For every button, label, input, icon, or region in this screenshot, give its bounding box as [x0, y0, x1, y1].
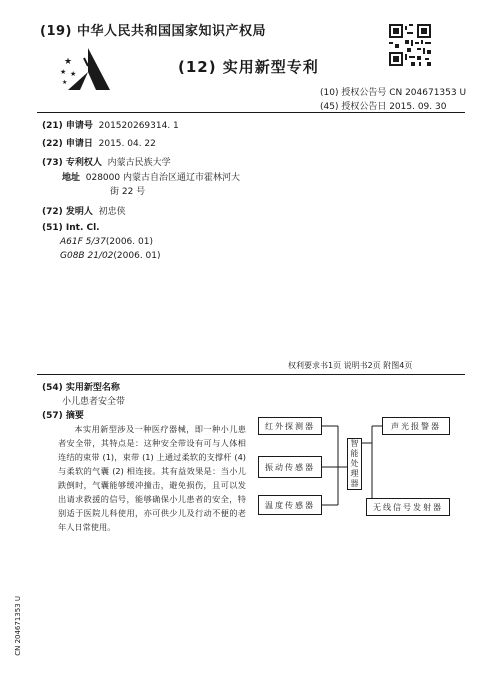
publication-number: (10) 授权公告号 CN 204671353 U [320, 88, 467, 98]
publication-date: (45) 授权公告日 2015. 09. 30 [320, 102, 447, 112]
application-number-label: (21) 申请号 [42, 121, 93, 131]
application-number-value: 201520269314. 1 [98, 121, 179, 131]
owner-address-line2: 街 22 号 [110, 187, 146, 197]
owner-address-label: 地址 [62, 173, 81, 183]
application-date-value: 2015. 04. 22 [98, 139, 156, 149]
owner-address-line1: 028000 内蒙古自治区通辽市霍林河大 [85, 173, 240, 183]
page-counts: 权利要求书1页 说明书2页 附图4页 [288, 361, 413, 370]
office-name: (19) 中华人民共和国国家知识产权局 [40, 24, 266, 39]
utility-model-title: 小儿患者安全带 [62, 397, 126, 407]
wireless-transmitter-box: 无线信号发射器 [366, 498, 450, 516]
int-cl-label: (51) Int. Cl. [42, 223, 100, 233]
smart-processor-box [347, 438, 362, 490]
patent-owner-label: (73) 专利权人 [42, 158, 102, 168]
smart-processor-label: 智能处理器 [350, 439, 359, 489]
temperature-sensor-box: 温度传感器 [258, 495, 322, 515]
utility-model-title-label: (54) 实用新型名称 [42, 383, 120, 393]
ipc-class-2: G08B 21/02 [60, 251, 114, 261]
infrared-detector-box: 红外探测器 [258, 417, 322, 435]
svg-text:★: ★ [64, 57, 73, 67]
ipc-year-2: (2006. 01) [113, 251, 161, 261]
inventor-value: 初忠侠 [98, 207, 126, 217]
abstract-text: 本实用新型涉及一种医疗器械，即一种小儿患者安全带，其特点是：这种安全带设有可与人体相连结的束带 (1)，束带 (1) 上通过柔软的支撑杆 (4) 与柔软的气囊 (2) 相连接。其有益效果是：当小儿跌倒时，气囊能够缓冲撞击，避免损伤，且可以发出请求救援的信号，能够确保小儿患者的安全，特别适于医院儿科使用，亦可供少儿及行动不便的老年人日常使用。 [58, 424, 246, 532]
vibration-sensor-box: 振动传感器 [258, 456, 322, 478]
document-type: (12) 实用新型专利 [178, 58, 319, 76]
ipc-class-1: A61F 5/37 [60, 237, 106, 247]
abstract-label: (57) 摘要 [42, 411, 84, 421]
svg-text:★: ★ [60, 68, 67, 76]
inventor-label: (72) 发明人 [42, 207, 93, 217]
ipc-year-1: (2006. 01) [105, 237, 153, 247]
svg-text:★: ★ [62, 79, 68, 86]
side-publication-number: CN 204671353 U [14, 596, 22, 656]
application-date-label: (22) 申请日 [42, 139, 93, 149]
alarm-box: 声光报警器 [382, 417, 450, 435]
svg-text:★: ★ [70, 70, 77, 78]
patent-owner-value: 内蒙古民族大学 [107, 158, 171, 168]
